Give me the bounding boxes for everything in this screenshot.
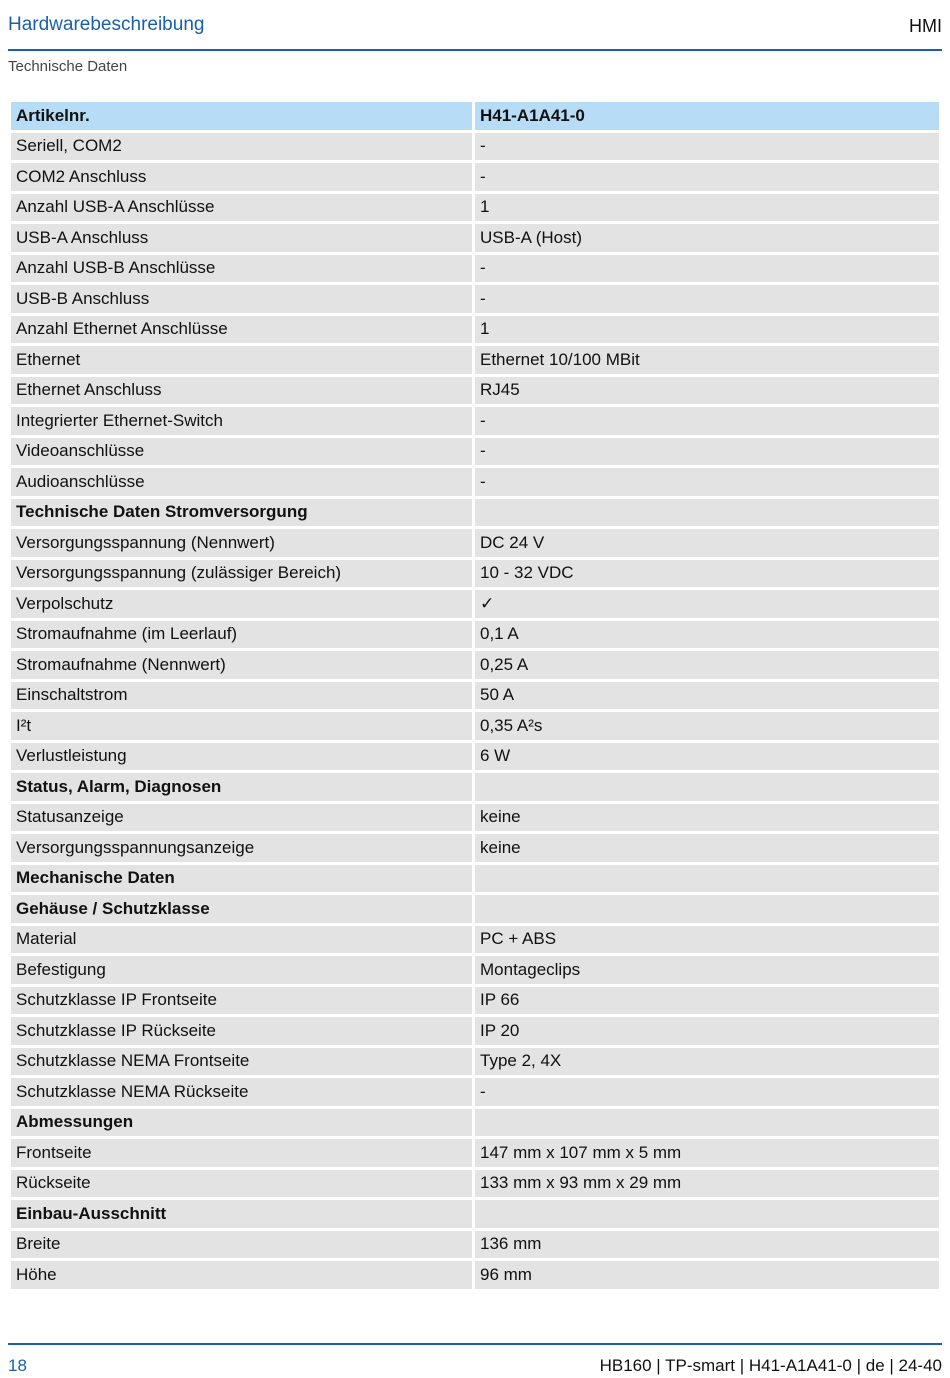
section-label-cell: Status, Alarm, Diagnosen [11, 773, 472, 801]
row-label-cell: Anzahl USB-A Anschlüsse [11, 194, 472, 222]
row-value-cell: - [475, 285, 939, 313]
technical-data-table [8, 99, 942, 1292]
row-value-cell: 0,25 A [475, 651, 939, 679]
row-value-cell: - [475, 407, 939, 435]
table-row [11, 987, 939, 1015]
document-info: HB160 | TP-smart | H41-A1A41-0 | de | 24-40 [599, 1356, 942, 1375]
row-label-cell: Schutzklasse NEMA Frontseite [11, 1048, 472, 1076]
row-value-cell [475, 499, 939, 527]
row-value-cell: 0,1 A [475, 621, 939, 649]
row-value-cell: USB-A (Host) [475, 224, 939, 252]
table-row [11, 407, 939, 435]
row-value-cell: 1 [475, 316, 939, 344]
row-value-cell: PC + ABS [475, 926, 939, 954]
row-label-cell: Frontseite [11, 1139, 472, 1167]
table-row [11, 163, 939, 191]
row-value-cell: 50 A [475, 682, 939, 710]
row-label-cell: Integrierter Ethernet-Switch [11, 407, 472, 435]
table-row [11, 438, 939, 466]
table-row [11, 224, 939, 252]
table-row [11, 834, 939, 862]
row-value-cell: 1 [475, 194, 939, 222]
row-value-cell: - [475, 438, 939, 466]
row-value-cell: 96 mm [475, 1261, 939, 1289]
section-label-cell: Mechanische Daten [11, 865, 472, 893]
header-label-cell: Artikelnr. [11, 102, 472, 130]
table-row [11, 956, 939, 984]
row-label-cell: Schutzklasse IP Rückseite [11, 1017, 472, 1045]
row-value-cell: IP 20 [475, 1017, 939, 1045]
row-label-cell: Verpolschutz [11, 590, 472, 618]
header-value-cell: H41-A1A41-0 [475, 102, 939, 130]
row-label-cell: Rückseite [11, 1170, 472, 1198]
table-row [11, 590, 939, 618]
table-row [11, 560, 939, 588]
row-value-cell [475, 865, 939, 893]
row-value-cell: - [475, 163, 939, 191]
section-label-cell: Technische Daten Stromversorgung [11, 499, 472, 527]
row-label-cell: Anzahl USB-B Anschlüsse [11, 255, 472, 283]
table-row [11, 255, 939, 283]
row-label-cell: Befestigung [11, 956, 472, 984]
row-label-cell: Material [11, 926, 472, 954]
table-header-row [11, 102, 939, 130]
row-value-cell: 0,35 A²s [475, 712, 939, 740]
header-divider [8, 49, 942, 51]
row-label-cell: I²t [11, 712, 472, 740]
table-section-row [11, 499, 939, 527]
row-value-cell: 6 W [475, 743, 939, 771]
row-label-cell: Videoanschlüsse [11, 438, 472, 466]
section-label-cell: Abmessungen [11, 1109, 472, 1137]
row-label-cell: Audioanschlüsse [11, 468, 472, 496]
row-label-cell: Schutzklasse NEMA Rückseite [11, 1078, 472, 1106]
row-value-cell [475, 1109, 939, 1137]
row-label-cell: Seriell, COM2 [11, 133, 472, 161]
row-label-cell: Breite [11, 1231, 472, 1259]
row-label-cell: USB-A Anschluss [11, 224, 472, 252]
row-value-cell: Montageclips [475, 956, 939, 984]
row-label-cell: Ethernet Anschluss [11, 377, 472, 405]
row-label-cell: Verlustleistung [11, 743, 472, 771]
section-label-cell: Gehäuse / Schutzklasse [11, 895, 472, 923]
row-value-cell: - [475, 1078, 939, 1106]
table-section-row [11, 1109, 939, 1137]
document-section-title: Hardwarebeschreibung [8, 14, 205, 35]
table-section-row [11, 1200, 939, 1228]
table-section-row [11, 895, 939, 923]
row-value-cell: keine [475, 834, 939, 862]
table-row [11, 468, 939, 496]
row-value-cell: - [475, 468, 939, 496]
row-value-cell: 136 mm [475, 1231, 939, 1259]
table-section-row [11, 773, 939, 801]
table-row [11, 743, 939, 771]
table-row [11, 346, 939, 374]
table-section-row [11, 865, 939, 893]
row-value-cell: 133 mm x 93 mm x 29 mm [475, 1170, 939, 1198]
table-row [11, 682, 939, 710]
row-value-cell [475, 895, 939, 923]
table-row [11, 194, 939, 222]
row-label-cell: Höhe [11, 1261, 472, 1289]
page-subtitle: Technische Daten [8, 58, 128, 75]
table-row [11, 1231, 939, 1259]
row-value-cell: Type 2, 4X [475, 1048, 939, 1076]
table-row [11, 285, 939, 313]
table-row [11, 651, 939, 679]
row-value-cell [475, 773, 939, 801]
row-label-cell: COM2 Anschluss [11, 163, 472, 191]
row-value-cell: IP 66 [475, 987, 939, 1015]
page-number: 18 [8, 1356, 27, 1375]
table-row [11, 621, 939, 649]
row-value-cell: 147 mm x 107 mm x 5 mm [475, 1139, 939, 1167]
row-value-cell: ✓ [475, 590, 939, 618]
row-value-cell [475, 1200, 939, 1228]
row-label-cell: Anzahl Ethernet Anschlüsse [11, 316, 472, 344]
section-label-cell: Einbau-Ausschnitt [11, 1200, 472, 1228]
table-row [11, 1017, 939, 1045]
table-row [11, 1048, 939, 1076]
row-value-cell: keine [475, 804, 939, 832]
footer-divider [8, 1343, 942, 1345]
row-label-cell: Ethernet [11, 346, 472, 374]
row-label-cell: Einschaltstrom [11, 682, 472, 710]
document-category-label: HMI [909, 16, 942, 36]
table-row [11, 133, 939, 161]
table-row [11, 712, 939, 740]
row-label-cell: Stromaufnahme (im Leerlauf) [11, 621, 472, 649]
table-row [11, 1261, 939, 1289]
row-value-cell: - [475, 133, 939, 161]
row-value-cell: RJ45 [475, 377, 939, 405]
table-row [11, 1078, 939, 1106]
table-row [11, 804, 939, 832]
row-value-cell: DC 24 V [475, 529, 939, 557]
row-label-cell: USB-B Anschluss [11, 285, 472, 313]
row-value-cell: - [475, 255, 939, 283]
table-row [11, 529, 939, 557]
row-label-cell: Schutzklasse IP Frontseite [11, 987, 472, 1015]
row-value-cell: 10 - 32 VDC [475, 560, 939, 588]
table-row [11, 377, 939, 405]
row-label-cell: Versorgungsspannung (Nennwert) [11, 529, 472, 557]
table-row [11, 316, 939, 344]
technical-data-table-body [11, 102, 939, 1289]
table-row [11, 926, 939, 954]
row-value-cell: Ethernet 10/100 MBit [475, 346, 939, 374]
table-row [11, 1170, 939, 1198]
table-row [11, 1139, 939, 1167]
row-label-cell: Stromaufnahme (Nennwert) [11, 651, 472, 679]
row-label-cell: Versorgungsspannung (zulässiger Bereich) [11, 560, 472, 588]
row-label-cell: Statusanzeige [11, 804, 472, 832]
row-label-cell: Versorgungsspannungsanzeige [11, 834, 472, 862]
